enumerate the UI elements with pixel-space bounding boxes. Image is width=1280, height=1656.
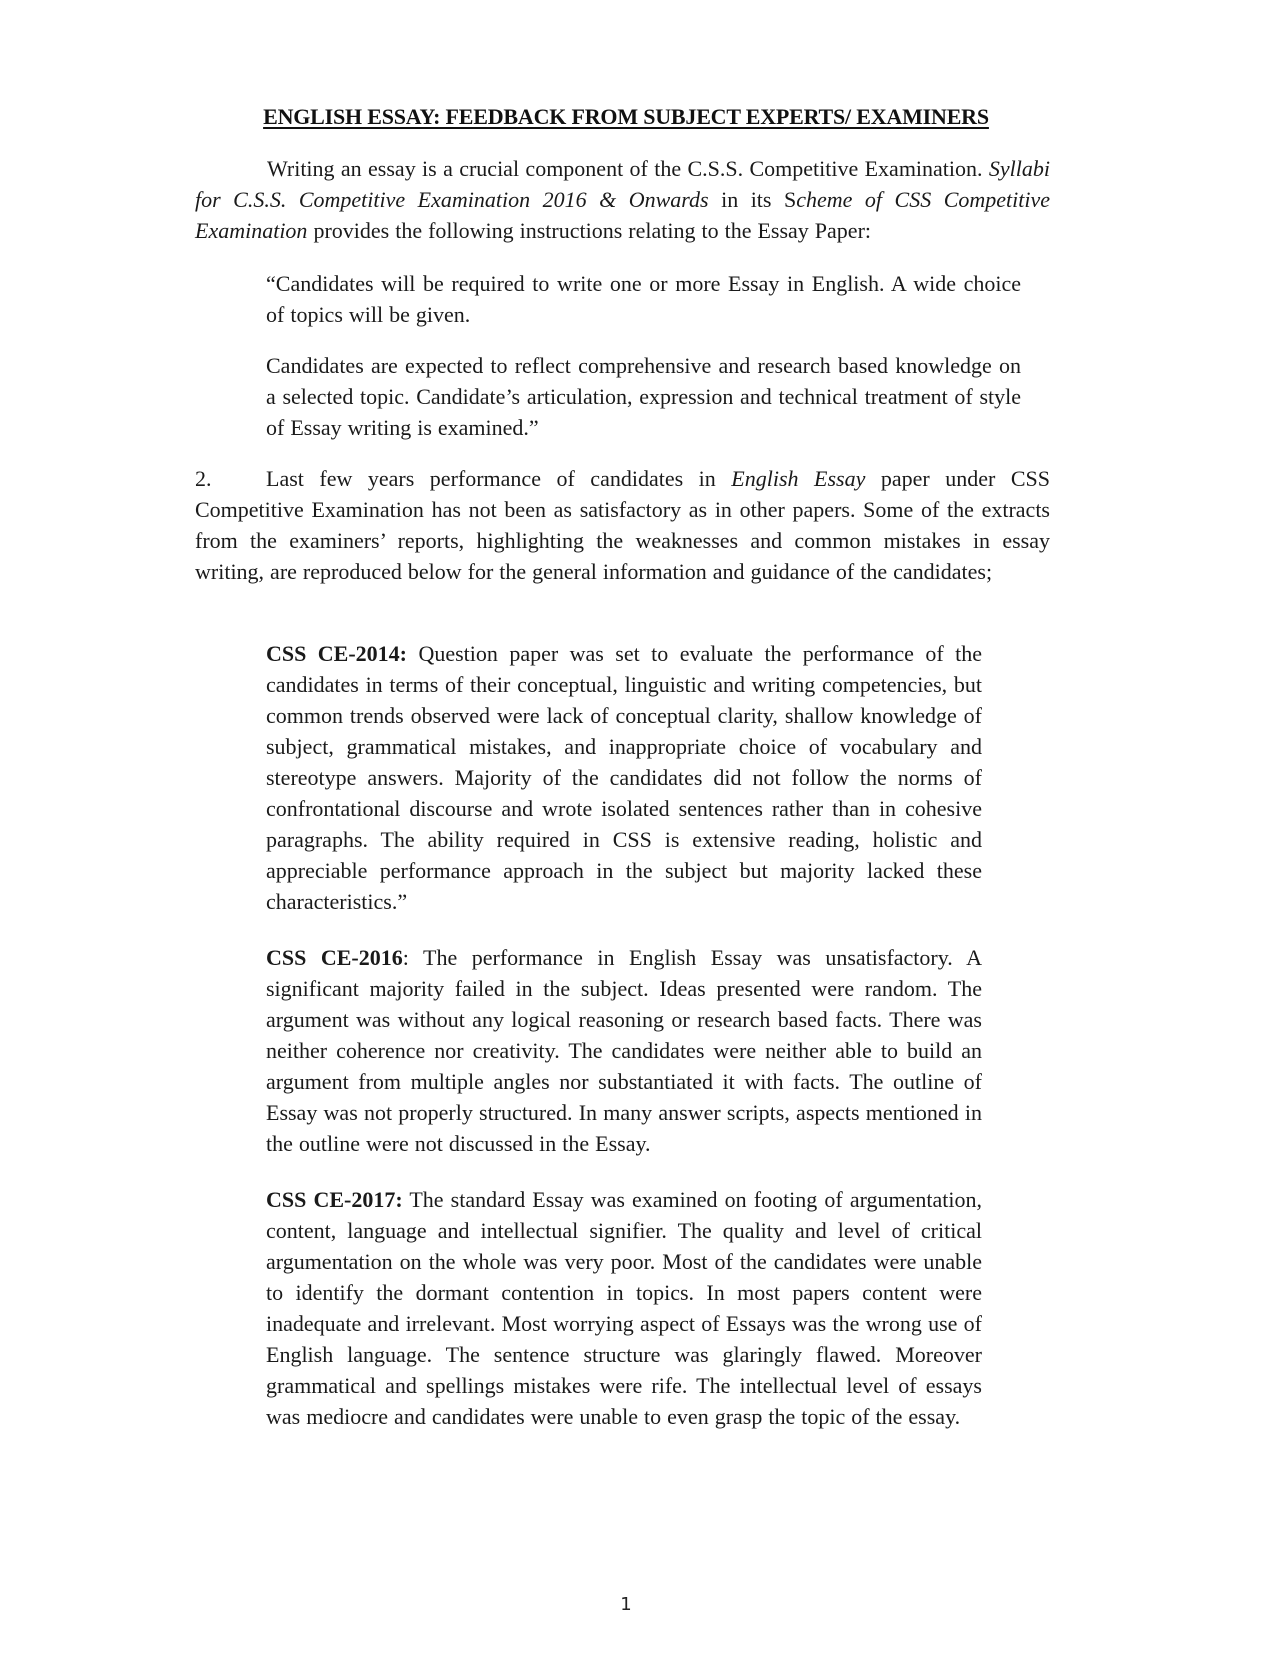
document-title: ENGLISH ESSAY: FEEDBACK FROM SUBJECT EXPERTS/ EXAMINERS <box>263 104 989 129</box>
report-css-ce-2017 <box>266 1184 982 1432</box>
section-number: 2. <box>195 466 212 491</box>
report-text: Question paper was set to evaluate the performance of the candidates in terms of their conceptual, linguistic and writing competencies, but common trends observed were lack of conceptual clarity, shallow knowledge of subject, grammatical mistakes, and inappropriate choice of vocabulary and stereotype answers. Majority of the candidates did not follow the norms of confrontational discourse and wrote isolated sentences rather than in cohesive paragraphs. The ability required in CSS is extensive reading, holistic and appreciable performance approach in the subject but majority lacked these characteristics.” <box>266 641 982 914</box>
report-text: The standard Essay was examined on footing of argumentation, content, language and intellectual signifier. The quality and level of critical argumentation on the whole was very poor. Most of the candidates were unable to identify the dormant contention in topics. In most papers content were inadequate and irrelevant. Most worrying aspect of Essays was the wrong use of English language. The sentence structure was glaringly flawed. Moreover grammatical and spellings mistakes were rife. The intellectual level of essays was mediocre and candidates were unable to even grasp the topic of the essay. <box>266 1187 982 1429</box>
report-css-ce-2016 <box>266 942 982 1159</box>
report-label: CSS CE-2014: <box>266 641 408 666</box>
section-2-text: Last few years performance of candidates in <box>266 466 732 491</box>
report-text: The performance in English Essay was unsatisfactory. A significant majority failed in the subject. Ideas presented were random. The argument was without any logical reasoning or research based facts. There was neither coherence nor creativity. The candidates were neither able to build an argument from multiple angles nor substantiated it with facts. The outline of Essay was not properly structured. In many answer scripts, aspects mentioned in the outline were not discussed in the Essay. <box>266 945 982 1156</box>
quote-paragraph-2: Candidates are expected to reflect comprehensive and research based knowledge on a selected topic. Candidate’s articulation, expression and technical treatment of style of Essay writing is examined.” <box>266 353 1021 440</box>
page-number: 1 <box>620 1594 632 1615</box>
quote-paragraph-1: “Candidates will be required to write one or more Essay in English. A wide choice of topics will be given. <box>266 271 1021 327</box>
report-label: CSS CE-2017: <box>266 1187 403 1212</box>
intro-text: Writing an essay is a crucial component of the C.S.S. Competitive Examination. <box>267 156 989 181</box>
syllabi-reference: Syllabi for C.S.S. Competitive Examination 2016 & Onwards <box>195 156 1050 212</box>
intro-paragraph <box>195 153 1050 246</box>
section-2-text: paper under CSS Competitive Examination has not been as satisfactory as in other papers. Some of the extracts from the examiners’ reports, highlighting the weaknesses and common mistakes in essay writing, are reproduced below for the general information and guidance of the candidates; <box>195 466 1050 584</box>
scheme-reference: cheme of CSS Competitive Examination <box>195 187 1050 243</box>
report-separator: : <box>402 945 409 970</box>
english-essay-term: English Essay <box>731 466 866 491</box>
report-label: CSS CE-2016 <box>266 945 403 970</box>
report-css-ce-2014 <box>266 638 982 917</box>
section-2-paragraph <box>195 463 1050 587</box>
intro-text: provides the following instructions relating to the Essay Paper: <box>307 218 872 243</box>
intro-text: in its S <box>708 187 797 212</box>
